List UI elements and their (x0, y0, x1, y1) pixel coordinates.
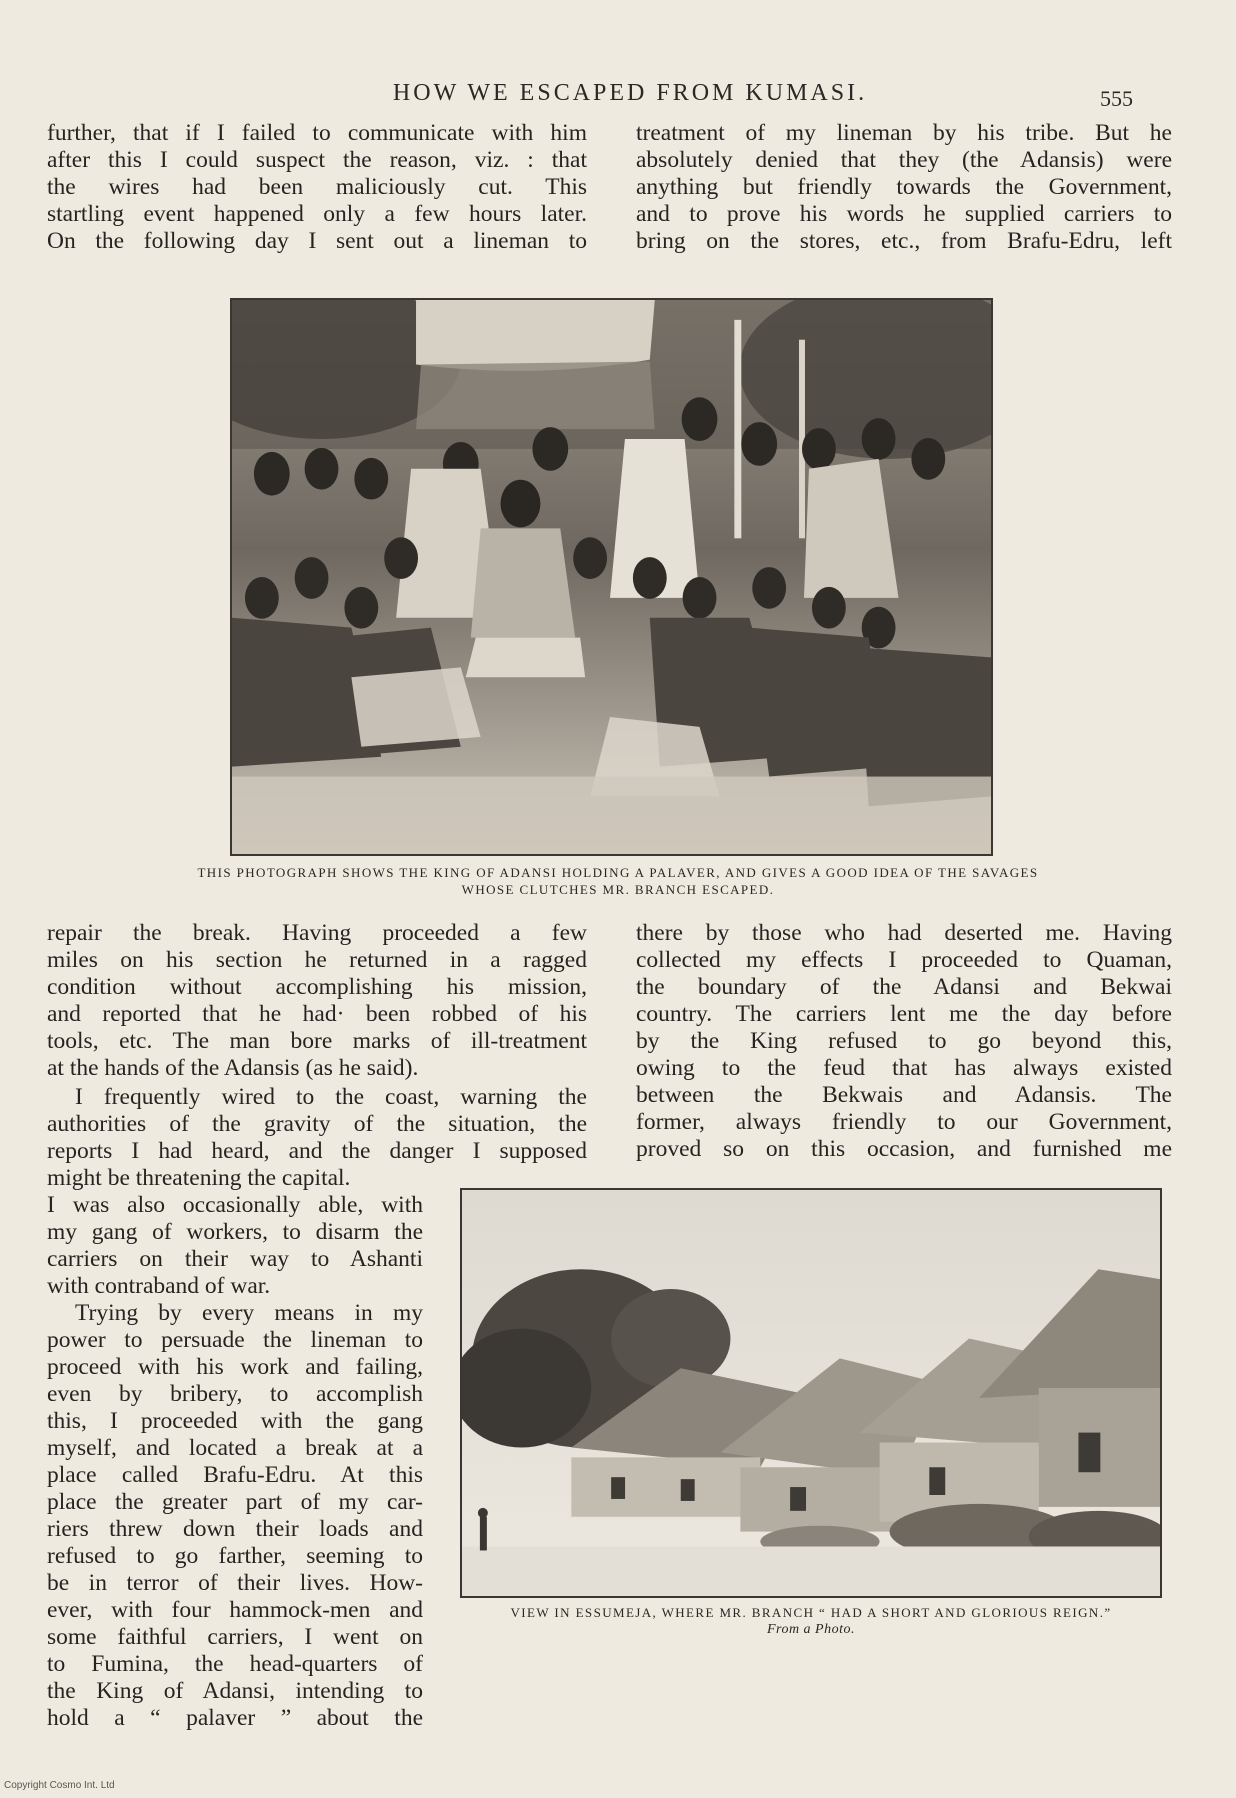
caption-line: VIEW IN ESSUMEJA, WHERE MR. BRANCH “ HAD A SHORT AND GLORIOUS REIGN.” (510, 1605, 1112, 1620)
text-line: between the Bekwais and Adansis. The (636, 1082, 1172, 1108)
text-line: this, I proceeded with the gang (47, 1408, 423, 1434)
text-line: anything but friendly towards the Government, (636, 174, 1172, 200)
text-line: startling event happened only a few hours later. (47, 201, 587, 227)
text-line: some faithful carriers, I went on (47, 1624, 423, 1650)
text-line: proceed with his work and failing, (47, 1354, 423, 1380)
caption-line: WHOSE CLUTCHES MR. BRANCH ESCAPED. (461, 882, 775, 897)
text-line: myself, and located a break at a (47, 1435, 423, 1461)
col2-top-text (636, 120, 1172, 255)
text-line: hold a “ palaver ” about the (47, 1705, 423, 1731)
text-line: tools, etc. The man bore marks of ill-treatment (47, 1028, 587, 1054)
text-line: might be threatening the capital. (47, 1165, 351, 1191)
text-line: at the hands of the Adansis (as he said). (47, 1055, 419, 1081)
text-line: collected my effects I proceeded to Quaman, (636, 947, 1172, 973)
text-line: my gang of workers, to disarm the (47, 1219, 423, 1245)
text-line: Trying by every means in my (75, 1300, 423, 1326)
text-line: power to persuade the lineman to (47, 1327, 423, 1353)
text-line: On the following day I sent out a lineman to (47, 228, 587, 254)
copyright-notice: Copyright Cosmo Int. Ltd (4, 1780, 115, 1791)
col1-mid-paragraph-1 (47, 920, 587, 1082)
essumeja-caption (440, 1604, 1182, 1638)
running-head: HOW WE ESCAPED FROM KUMASI. (392, 80, 868, 106)
text-line: absolutely denied that they (the Adansis) were (636, 147, 1172, 173)
text-line: reports I had heard, and the danger I supposed (47, 1138, 587, 1164)
text-line: there by those who had deserted me. Having (636, 920, 1172, 946)
text-line: to Fumina, the head-quarters of (47, 1651, 423, 1677)
text-line: repair the break. Having proceeded a few (47, 920, 587, 946)
text-line: further, that if I failed to communicate with him (47, 120, 587, 146)
text-line: former, always friendly to our Government, (636, 1109, 1172, 1135)
palaver-photograph (230, 298, 993, 856)
col1-narrow-paragraph-2 (47, 1192, 423, 1300)
caption-credit: From a Photo. (766, 1622, 856, 1637)
text-line: I frequently wired to the coast, warning the (75, 1084, 587, 1110)
text-line: with contraband of war. (47, 1273, 271, 1299)
text-line: place called Brafu-Edru. At this (47, 1462, 423, 1488)
text-line: condition without accomplishing his mission, (47, 974, 587, 1000)
text-line: and to prove his words he supplied carriers to (636, 201, 1172, 227)
page-number: 555 (1100, 86, 1133, 111)
text-line: owing to the feud that has always existed (636, 1055, 1172, 1081)
col1-mid-paragraph-2 (47, 1084, 587, 1192)
essumeja-photograph-art (462, 1190, 1160, 1596)
text-line: country. The carriers lent me the day before (636, 1001, 1172, 1027)
text-line: and reported that he had· been robbed of his (47, 1001, 587, 1027)
text-line: treatment of my lineman by his tribe. But he (636, 120, 1172, 146)
col1-narrow-paragraph-3 (47, 1300, 423, 1732)
text-line: proved so on this occasion, and furnished me (636, 1136, 1172, 1162)
text-line: by the King refused to go beyond this, (636, 1028, 1172, 1054)
essumeja-photograph (460, 1188, 1162, 1598)
text-line: even by bribery, to accomplish (47, 1381, 423, 1407)
palaver-caption (100, 864, 1136, 898)
text-line: after this I could suspect the reason, viz. : that (47, 147, 587, 173)
text-line: place the greater part of my car- (47, 1489, 423, 1515)
text-line: ever, with four hammock-men and (47, 1597, 423, 1623)
text-line: the wires had been maliciously cut. This (47, 174, 587, 200)
text-line: be in terror of their lives. How- (47, 1570, 423, 1596)
text-line: refused to go farther, seeming to (47, 1543, 423, 1569)
col1-top-text (47, 120, 587, 255)
caption-line: THIS PHOTOGRAPH SHOWS THE KING OF ADANSI HOLDING A PALAVER, AND GIVES A GOOD IDEA OF THE SAVAGES (197, 865, 1039, 880)
text-line: I was also occasionally able, with (47, 1192, 423, 1218)
text-line: the boundary of the Adansi and Bekwai (636, 974, 1172, 1000)
text-line: authorities of the gravity of the situation, the (47, 1111, 587, 1137)
text-line: bring on the stores, etc., from Brafu-Edru, left (636, 228, 1172, 254)
text-line: the King of Adansi, intending to (47, 1678, 423, 1704)
text-line: miles on his section he returned in a ragged (47, 947, 587, 973)
text-line: carriers on their way to Ashanti (47, 1246, 423, 1272)
text-line: riers threw down their loads and (47, 1516, 423, 1542)
col2-mid-text (636, 920, 1172, 1163)
palaver-photograph-art (232, 300, 991, 854)
